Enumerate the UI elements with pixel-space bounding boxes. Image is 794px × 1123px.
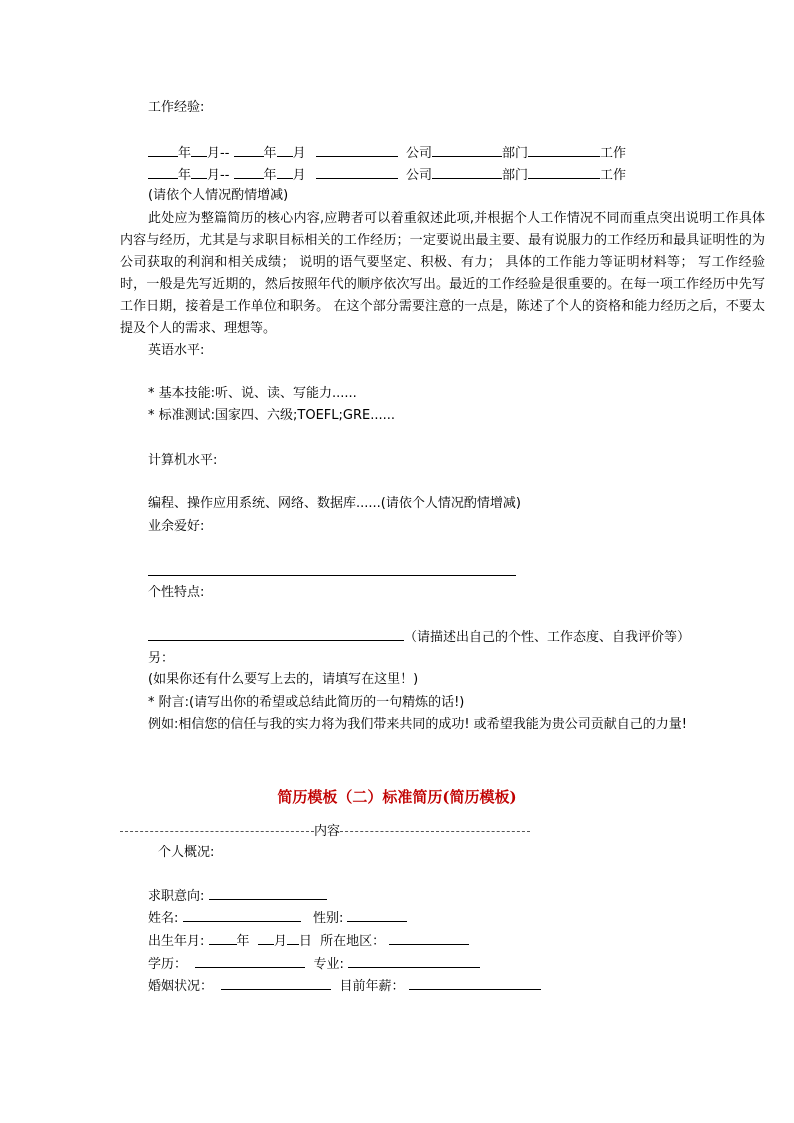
other-appendix: * 附言:(请写出你的希望或总结此简历的一句精炼的话!) (148, 695, 465, 710)
computer-text: 编程、操作应用系统、网络、数据库......(请依个人情况酌情增减) (148, 496, 521, 511)
computer-heading: 计算机水平: (148, 453, 218, 468)
name-gender-row: 姓名: 性别: (148, 907, 407, 929)
work-paragraph: 此处应为整篇简历的核心内容,应聘者可以着重叙述此项,并根据个人工作情况不同而重点突出说明工作具体内容与经历，尤其是与求职目标相关的工作经历；一定要说出最主要、最有说服力的工作经历和最具证明性的为公司获取的利润和相关成绩； 说明的语气要坚定、积极、有力； 具体的工作能力等证明材料等； 写工作经验时，一般是先写近期的，然后按照年代的顺序依次写出。最近的工作经验是很重要的。在每一项工作经历中先写工作日期，接着是工作单位和职务。 在这个部分需要注意的一点是，陈述了个人的资格和能力经历之后，不要太提及个人的需求、理想等。 (120, 211, 765, 336)
template2-title: 简历模板（二）标准简历(简历模板) (277, 788, 517, 806)
major-blank[interactable] (348, 953, 480, 968)
overview-heading: 个人概况: (158, 845, 215, 860)
work-row: 年 月-- 年 月 公司 部门 工作 (148, 142, 626, 164)
education-blank[interactable] (195, 953, 305, 968)
personality-heading: 个性特点: (148, 585, 205, 600)
birth-region-row: 出生年月: 年 月 日 所在地区： (148, 930, 469, 952)
hobby-heading: 业余爱好: (148, 519, 205, 534)
work-heading: 工作经验: (148, 100, 205, 115)
other-heading: 另： (148, 651, 175, 666)
work-note: (请依个人情况酌情增减) (148, 188, 289, 203)
education-major-row: 学历： 专业: (148, 953, 480, 975)
english-item: * 基本技能:听、说、读、写能力...... (148, 386, 357, 401)
region-blank[interactable] (389, 930, 469, 945)
personality-hint: （请描述出自己的个性、工作态度、自我评价等） (404, 630, 691, 645)
content-divider (120, 820, 530, 839)
salary-blank[interactable] (409, 975, 541, 990)
name-blank[interactable] (183, 907, 301, 922)
work-row: 年 月-- 年 月 公司 部门 工作 (148, 164, 626, 186)
english-item: * 标准测试:国家四、六级;TOEFL;GRE...... (148, 408, 395, 423)
intent-field: 求职意向: (148, 885, 327, 907)
hobby-blank (148, 561, 516, 583)
other-note: (如果你还有什么要写上去的，请填写在这里！) (148, 672, 419, 687)
marital-salary-row: 婚姻状况： 目前年薪： (148, 975, 541, 997)
intent-blank[interactable] (209, 885, 327, 900)
divider-label: 内容 (314, 824, 341, 839)
personality-line (148, 626, 690, 648)
marital-blank[interactable] (221, 975, 331, 990)
english-heading: 英语水平: (148, 343, 205, 358)
other-example: 例如:相信您的信任与我的实力将为我们带来共同的成功! 或希望我能为贵公司贡献自己的力量! (148, 717, 687, 732)
gender-blank[interactable] (347, 907, 407, 922)
